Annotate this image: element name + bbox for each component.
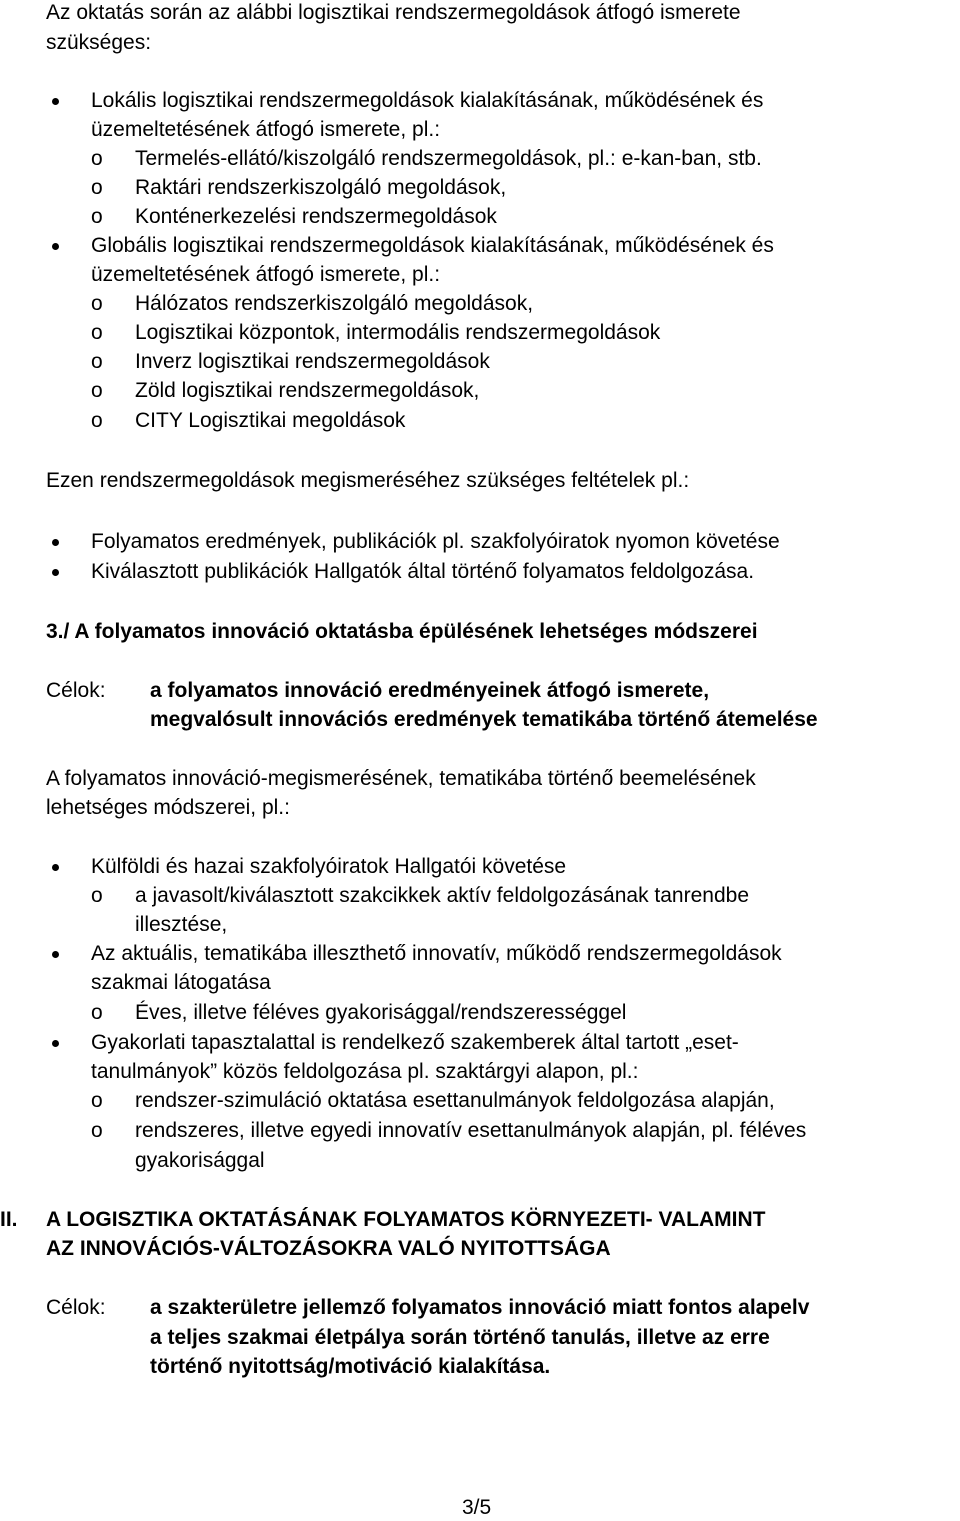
method-journals-sub-l1: a javasolt/kiválasztott szakcikkek aktív feldolgozásának tanrendbe [135,884,749,907]
section-3-heading: 3./ A folyamatos innováció oktatásba épülésének lehetséges módszerei [46,620,758,643]
sub-item-city: CITY Logisztikai megoldások [135,409,406,432]
method-visits-l1: Az aktuális, tematikába illeszthető innovatív, működő rendszermegoldások [91,942,782,965]
sub-bullet-marker: o [91,884,103,907]
goals-label: Célok: [46,679,106,702]
conditions-intro: Ezen rendszermegoldások megismeréséhez szükséges feltételek pl.: [46,469,690,492]
page-number: 3/5 [462,1496,492,1519]
bullet-icon [52,243,59,250]
bullet-icon [52,864,59,871]
method-casestudies-sub-2-l1: rendszeres, illetve egyedi innovatív esettanulmányok alapján, pl. féléves [135,1119,807,1142]
method-casestudies-sub-2-l2: gyakorisággal [135,1149,265,1172]
sub-bullet-marker: o [91,379,103,402]
intro-line-2: szükséges: [46,31,152,54]
methods-paragraph-l1: A folyamatos innováció-megismerésének, tematikába történő beemelésének [46,767,756,790]
section-ii-numeral: II. [0,1208,18,1231]
sub-bullet-marker: o [91,409,103,432]
section-ii-goals-l3: történő nyitottság/motiváció kialakítása. [150,1355,551,1378]
sub-item-production: Termelés-ellátó/kiszolgáló rendszermegoldások, pl.: e-kan-ban, stb. [135,147,762,170]
methods-paragraph-l2: lehetséges módszerei, pl.: [46,796,290,819]
sub-bullet-marker: o [91,292,103,315]
section-ii-title-l2: AZ INNOVÁCIÓS-VÁLTOZÁSOKRA VALÓ NYITOTTSÁGA [46,1237,611,1260]
intro-line-1: Az oktatás során az alábbi logisztikai rendszermegoldások átfogó ismerete [46,1,741,24]
sub-item-network: Hálózatos rendszerkiszolgáló megoldások, [135,292,534,315]
condition-item-2: Kiválasztott publikációk Hallgatók által történő folyamatos feldolgozása. [91,560,755,583]
section-ii-title-l1: A LOGISZTIKA OKTATÁSÁNAK FOLYAMATOS KÖRNYEZETI- VALAMINT [46,1208,766,1231]
list-item-local-l2: üzemeltetésének átfogó ismerete, pl.: [91,118,441,141]
sub-bullet-marker: o [91,176,103,199]
goals-line-2: megvalósult innovációs eredmények tematikába történő átemelése [150,708,818,731]
method-visits-l2: szakmai látogatása [91,971,271,994]
bullet-icon [52,539,59,546]
method-casestudies-l2: tanulmányok” közös feldolgozása pl. szaktárgyi alapon, pl.: [91,1060,639,1083]
bullet-icon [52,951,59,958]
sub-item-warehouse: Raktári rendszerkiszolgáló megoldások, [135,176,507,199]
method-visits-sub: Éves, illetve féléves gyakorisággal/rendszerességgel [135,1001,627,1024]
bullet-icon [52,98,59,105]
sub-item-inverse: Inverz logisztikai rendszermegoldások [135,350,490,373]
list-item-global-l1: Globális logisztikai rendszermegoldások kialakításának, működésének és [91,234,774,257]
method-journals-sub-l2: illesztése, [135,913,228,936]
sub-bullet-marker: o [91,205,103,228]
sub-item-green: Zöld logisztikai rendszermegoldások, [135,379,480,402]
sub-bullet-marker: o [91,321,103,344]
condition-item-1: Folyamatos eredmények, publikációk pl. szakfolyóiratok nyomon követése [91,530,780,553]
section-ii-goals-l2: a teljes szakmai életpálya során történő tanulás, illetve az erre [150,1326,770,1349]
sub-item-container: Konténerkezelési rendszermegoldások [135,205,497,228]
sub-item-centers: Logisztikai központok, intermodális rendszermegoldások [135,321,661,344]
goals-line-1: a folyamatos innováció eredményeinek átfogó ismerete, [150,679,710,702]
goals-label: Célok: [46,1296,106,1319]
method-journals: Külföldi és hazai szakfolyóiratok Hallgatói követése [91,855,567,878]
sub-bullet-marker: o [91,147,103,170]
method-casestudies-sub-1: rendszer-szimuláció oktatása esettanulmányok feldolgozása alapján, [135,1089,775,1112]
list-item-global-l2: üzemeltetésének átfogó ismerete, pl.: [91,263,441,286]
bullet-icon [52,569,59,576]
list-item-local-l1: Lokális logisztikai rendszermegoldások kialakításának, működésének és [91,89,764,112]
sub-bullet-marker: o [91,1089,103,1112]
sub-bullet-marker: o [91,1119,103,1142]
bullet-icon [52,1040,59,1047]
method-casestudies-l1: Gyakorlati tapasztalattal is rendelkező szakemberek által tartott „eset- [91,1031,739,1054]
sub-bullet-marker: o [91,350,103,373]
sub-bullet-marker: o [91,1001,103,1024]
section-ii-goals-l1: a szakterületre jellemző folyamatos innováció miatt fontos alapelv [150,1296,810,1319]
